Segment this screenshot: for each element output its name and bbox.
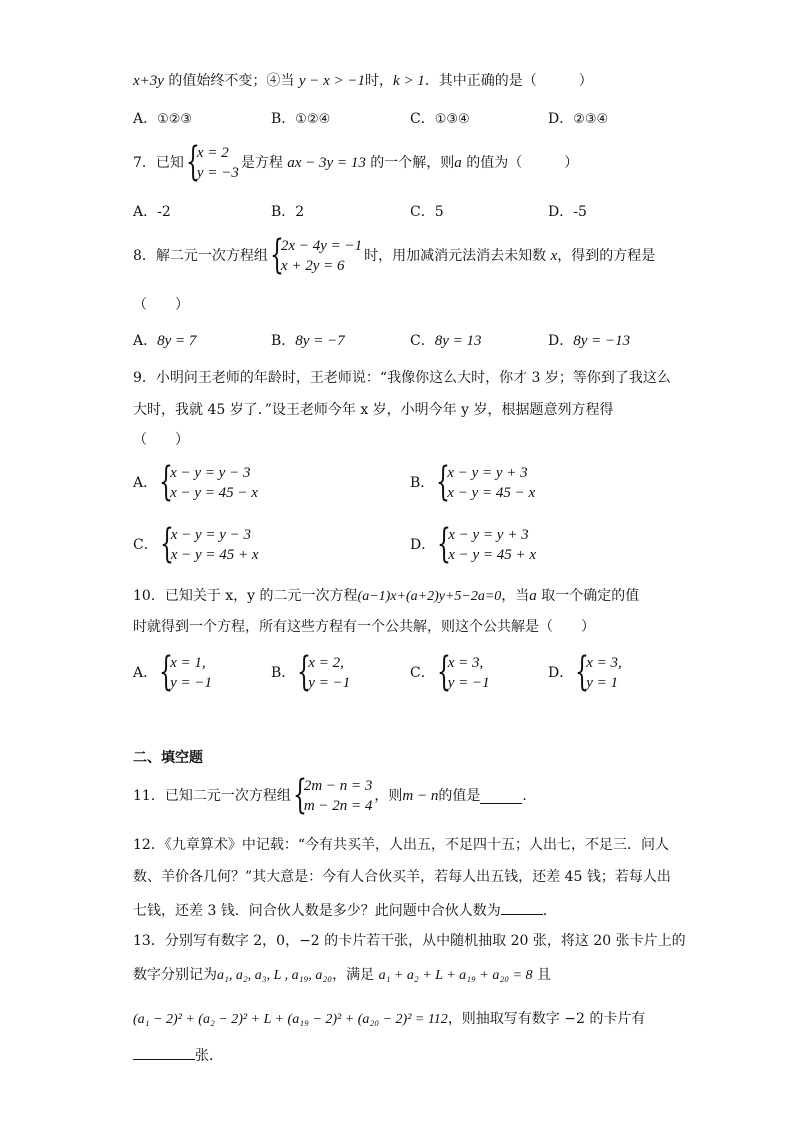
q8-system: { 2x − 4y = −1 x + 2y = 6	[269, 232, 363, 278]
q12-line-1: 12．《九章算术》中记载：“今有共买羊，人出五，不足四十五；人出七，不足三．问人	[133, 837, 669, 853]
q6-tail-line: x+3y 的值始终不变；④当 y − x > −1时，k > 1．其中正确的是（ ）	[133, 73, 593, 89]
q9-option-a: A． { x − y = y − 3 x − y = 45 − x	[133, 459, 258, 505]
q8-option-c: C．8y = 13	[410, 333, 482, 349]
q13-line-3: (a₁ − 2)² + (a₂ − 2)² + L + (a₁₉ − 2)² + (a₂₀ − 2)² = 112，则抽取写有数字 −2 的卡片有	[133, 1011, 646, 1027]
q8-option-b: B．8y = −7	[271, 333, 345, 349]
q13-line-1: 13．分别写有数字 2，0，−2 的卡片若干张，从中随机抽取 20 张，将这 20 张卡片上的	[133, 933, 686, 949]
q11-system: { 2m − n = 3 m − 2n = 4	[292, 772, 373, 818]
q10-option-b: B． { x = 2, y = −1	[271, 649, 351, 695]
q10-line-1: 10．已知关于 x，y 的二元一次方程(a−1)x+(a+2)y+5−2a=0，当a 取一个确定的值	[133, 588, 640, 604]
q10-option-d: D． { x = 3, y = 1	[548, 649, 622, 695]
q10-option-a: A． { x = 1, y = −1	[133, 649, 213, 695]
q8-stem: 8．解二元一次方程组 { 2x − 4y = −1 x + 2y = 6 时，用加减消元法消去未知数 x，得到的方程是	[133, 232, 656, 278]
q8-paren: （ ）	[133, 297, 189, 313]
q13-line-4: 张．	[133, 1045, 223, 1065]
q6-option-a: A．①②③	[133, 111, 193, 127]
q13-answer-blank[interactable]	[133, 1045, 195, 1060]
q7-option-b: B．2	[271, 204, 305, 220]
q11-answer-blank[interactable]	[480, 789, 522, 804]
q9-option-c: C． { x − y = y − 3 x − y = 45 + x	[133, 521, 259, 567]
q7-system: { x = 2 y = −3	[185, 139, 239, 185]
q9-line-1: 9．小明问王老师的年龄时，王老师说：“我像你这么大时，你才 3 岁；等你到了我这么	[133, 370, 671, 386]
q6-option-d: D．②③④	[548, 111, 609, 127]
q9-paren: （ ）	[133, 432, 189, 448]
q7-stem: 7．已知 { x = 2 y = −3 是方程 ax − 3y = 13 的一个解，则a 的值为（ ）	[133, 139, 579, 185]
q6-option-b: B．①②④	[271, 111, 331, 127]
q8-option-d: D．8y = −13	[548, 333, 631, 349]
q13-line-2: 数字分别记为a₁, a₂, a₃, L , a₁₉, a₂₀，满足 a₁ + a₂ + L + a₁₉ + a₂₀ = 8 且	[133, 967, 551, 983]
q12-answer-blank[interactable]	[501, 900, 543, 915]
q9-line-2: 大时，我就 45 岁了．”设王老师今年 x 岁，小明今年 y 岁，根据题意列方程得	[133, 402, 614, 418]
q7-option-c: C．5	[410, 204, 444, 220]
q12-line-3: 七钱，还差 3 钱．问合伙人数是多少？此问题中合伙人数为 ．	[133, 900, 557, 920]
q6-option-c: C．①③④	[410, 111, 470, 127]
q10-line-2: 时就得到一个方程，所有这些方程有一个公共解，则这个公共解是（ ）	[133, 619, 595, 635]
q11-stem: 11．已知二元一次方程组 { 2m − n = 3 m − 2n = 4 ，则m − n的值是 ．	[133, 772, 537, 818]
q12-line-2: 数、羊价各几何？”其大意是：今有人合伙买羊，若每人出五钱，还差 45 钱；若每人出	[133, 869, 671, 885]
q8-option-a: A．8y = 7	[133, 333, 197, 349]
q10-option-c: C． { x = 3, y = −1	[410, 649, 490, 695]
section-heading-fill-in: 二、填空题	[133, 750, 203, 766]
q7-option-a: A．-2	[133, 204, 171, 220]
q7-option-d: D．-5	[548, 204, 587, 220]
q9-option-b: B． { x − y = y + 3 x − y = 45 − x	[410, 459, 536, 505]
q9-option-d: D． { x − y = y + 3 x − y = 45 + x	[410, 521, 537, 567]
